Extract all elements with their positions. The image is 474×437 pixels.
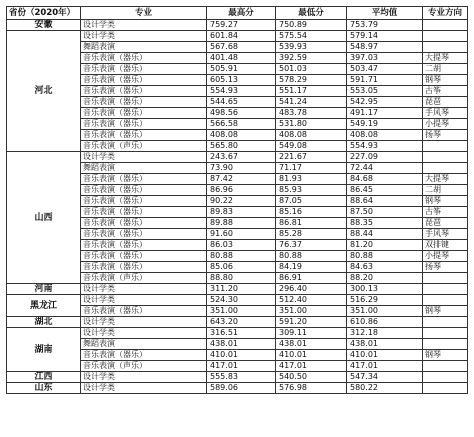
avg-score-cell: 417.01 [347, 361, 423, 372]
direction-cell [423, 328, 468, 339]
min-score-cell: 541.24 [276, 97, 347, 108]
major-cell: 音乐表演（器乐） [81, 64, 207, 75]
max-score-cell: 567.68 [207, 42, 276, 53]
table-row [7, 152, 468, 163]
direction-cell [423, 295, 468, 306]
major-cell: 设计学类 [81, 317, 207, 328]
max-score-cell: 555.83 [207, 372, 276, 383]
avg-score-cell: 753.79 [347, 20, 423, 31]
avg-score-cell: 408.08 [347, 130, 423, 141]
major-cell: 音乐表演（器乐） [81, 207, 207, 218]
avg-score-cell: 351.00 [347, 306, 423, 317]
province-cell: 黑龙江 [7, 295, 81, 317]
min-score-cell: 410.01 [276, 350, 347, 361]
avg-score-cell: 88.35 [347, 218, 423, 229]
avg-score-cell: 503.47 [347, 64, 423, 75]
min-score-cell: 392.59 [276, 53, 347, 64]
avg-score-cell: 591.71 [347, 75, 423, 86]
max-score-cell: 643.20 [207, 317, 276, 328]
max-score-cell: 243.67 [207, 152, 276, 163]
max-score-cell: 524.30 [207, 295, 276, 306]
major-cell: 音乐表演（器乐） [81, 229, 207, 240]
max-score-cell: 351.00 [207, 306, 276, 317]
avg-score-cell: 312.18 [347, 328, 423, 339]
avg-score-cell: 88.20 [347, 273, 423, 284]
direction-cell [423, 152, 468, 163]
major-cell: 音乐表演（器乐） [81, 130, 207, 141]
direction-cell: 扬琴 [423, 130, 468, 141]
direction-cell: 扬琴 [423, 262, 468, 273]
avg-score-cell: 542.95 [347, 97, 423, 108]
direction-cell: 钢琴 [423, 350, 468, 361]
max-score-cell: 86.03 [207, 240, 276, 251]
direction-cell [423, 284, 468, 295]
avg-score-cell: 491.17 [347, 108, 423, 119]
major-cell: 音乐表演（声乐） [81, 141, 207, 152]
max-score-cell: 88.80 [207, 273, 276, 284]
min-score-cell: 86.81 [276, 218, 347, 229]
avg-score-cell: 227.09 [347, 152, 423, 163]
max-score-cell: 605.13 [207, 75, 276, 86]
header-major: 专业 [81, 7, 207, 20]
max-score-cell: 565.80 [207, 141, 276, 152]
header-direction: 专业方向 [423, 7, 468, 20]
direction-cell [423, 42, 468, 53]
header-max: 最高分 [207, 7, 276, 20]
header-avg: 平均值 [347, 7, 423, 20]
province-cell: 河北 [7, 31, 81, 152]
max-score-cell: 759.27 [207, 20, 276, 31]
max-score-cell: 316.51 [207, 328, 276, 339]
major-cell: 音乐表演（器乐） [81, 262, 207, 273]
avg-score-cell: 549.19 [347, 119, 423, 130]
direction-cell: 大提琴 [423, 174, 468, 185]
major-cell: 设计学类 [81, 383, 207, 394]
table-row [7, 295, 468, 306]
province-cell: 湖北 [7, 317, 81, 328]
table-row [7, 31, 468, 42]
max-score-cell: 80.88 [207, 251, 276, 262]
min-score-cell: 309.11 [276, 328, 347, 339]
direction-cell: 小提琴 [423, 251, 468, 262]
avg-score-cell: 580.22 [347, 383, 423, 394]
direction-cell: 古筝 [423, 86, 468, 97]
table-row [7, 328, 468, 339]
avg-score-cell: 516.29 [347, 295, 423, 306]
score-table [6, 6, 468, 394]
min-score-cell: 501.03 [276, 64, 347, 75]
province-cell: 安徽 [7, 20, 81, 31]
direction-cell [423, 31, 468, 42]
min-score-cell: 81.93 [276, 174, 347, 185]
major-cell: 设计学类 [81, 295, 207, 306]
direction-cell: 二胡 [423, 185, 468, 196]
avg-score-cell: 87.50 [347, 207, 423, 218]
max-score-cell: 73.90 [207, 163, 276, 174]
max-score-cell: 410.01 [207, 350, 276, 361]
major-cell: 音乐表演（器乐） [81, 174, 207, 185]
max-score-cell: 589.06 [207, 383, 276, 394]
min-score-cell: 512.40 [276, 295, 347, 306]
avg-score-cell: 438.01 [347, 339, 423, 350]
province-cell: 湖南 [7, 328, 81, 372]
major-cell: 设计学类 [81, 31, 207, 42]
max-score-cell: 544.65 [207, 97, 276, 108]
min-score-cell: 85.28 [276, 229, 347, 240]
min-score-cell: 76.37 [276, 240, 347, 251]
max-score-cell: 498.56 [207, 108, 276, 119]
max-score-cell: 505.91 [207, 64, 276, 75]
min-score-cell: 221.67 [276, 152, 347, 163]
direction-cell [423, 383, 468, 394]
max-score-cell: 566.58 [207, 119, 276, 130]
max-score-cell: 86.96 [207, 185, 276, 196]
min-score-cell: 591.20 [276, 317, 347, 328]
avg-score-cell: 84.63 [347, 262, 423, 273]
major-cell: 音乐表演（器乐） [81, 185, 207, 196]
direction-cell [423, 372, 468, 383]
major-cell: 设计学类 [81, 328, 207, 339]
major-cell: 音乐表演（声乐） [81, 273, 207, 284]
major-cell: 音乐表演（器乐） [81, 53, 207, 64]
max-score-cell: 90.22 [207, 196, 276, 207]
min-score-cell: 578.29 [276, 75, 347, 86]
max-score-cell: 408.08 [207, 130, 276, 141]
direction-cell: 琵琶 [423, 97, 468, 108]
min-score-cell: 549.08 [276, 141, 347, 152]
major-cell: 设计学类 [81, 152, 207, 163]
major-cell: 音乐表演（器乐） [81, 196, 207, 207]
major-cell: 设计学类 [81, 284, 207, 295]
direction-cell: 双排键 [423, 240, 468, 251]
direction-cell: 钢琴 [423, 306, 468, 317]
table-row [7, 383, 468, 394]
max-score-cell: 91.60 [207, 229, 276, 240]
score-table-container [6, 6, 467, 394]
avg-score-cell: 80.88 [347, 251, 423, 262]
direction-cell: 钢琴 [423, 75, 468, 86]
major-cell: 音乐表演（器乐） [81, 119, 207, 130]
max-score-cell: 417.01 [207, 361, 276, 372]
avg-score-cell: 72.44 [347, 163, 423, 174]
avg-score-cell: 410.01 [347, 350, 423, 361]
max-score-cell: 85.06 [207, 262, 276, 273]
min-score-cell: 531.80 [276, 119, 347, 130]
avg-score-cell: 547.34 [347, 372, 423, 383]
header-min: 最低分 [276, 7, 347, 20]
avg-score-cell: 548.97 [347, 42, 423, 53]
direction-cell: 古筝 [423, 207, 468, 218]
min-score-cell: 483.78 [276, 108, 347, 119]
avg-score-cell: 554.93 [347, 141, 423, 152]
major-cell: 舞蹈表演 [81, 339, 207, 350]
max-score-cell: 554.93 [207, 86, 276, 97]
avg-score-cell: 300.13 [347, 284, 423, 295]
major-cell: 音乐表演（器乐） [81, 240, 207, 251]
min-score-cell: 71.17 [276, 163, 347, 174]
province-cell: 江西 [7, 372, 81, 383]
major-cell: 舞蹈表演 [81, 163, 207, 174]
major-cell: 音乐表演（器乐） [81, 97, 207, 108]
min-score-cell: 438.01 [276, 339, 347, 350]
direction-cell [423, 163, 468, 174]
direction-cell [423, 317, 468, 328]
min-score-cell: 87.05 [276, 196, 347, 207]
direction-cell: 钢琴 [423, 196, 468, 207]
min-score-cell: 80.88 [276, 251, 347, 262]
max-score-cell: 87.42 [207, 174, 276, 185]
min-score-cell: 750.89 [276, 20, 347, 31]
direction-cell: 手风琴 [423, 229, 468, 240]
min-score-cell: 539.93 [276, 42, 347, 53]
max-score-cell: 89.88 [207, 218, 276, 229]
max-score-cell: 401.48 [207, 53, 276, 64]
major-cell: 音乐表演（器乐） [81, 251, 207, 262]
avg-score-cell: 81.20 [347, 240, 423, 251]
province-cell: 山东 [7, 383, 81, 394]
min-score-cell: 408.08 [276, 130, 347, 141]
table-row [7, 317, 468, 328]
max-score-cell: 89.83 [207, 207, 276, 218]
direction-cell: 琵琶 [423, 218, 468, 229]
table-body [7, 20, 468, 394]
province-cell: 山西 [7, 152, 81, 284]
major-cell: 音乐表演（器乐） [81, 218, 207, 229]
direction-cell [423, 273, 468, 284]
major-cell: 音乐表演（器乐） [81, 86, 207, 97]
avg-score-cell: 88.64 [347, 196, 423, 207]
direction-cell [423, 361, 468, 372]
direction-cell [423, 141, 468, 152]
direction-cell [423, 339, 468, 350]
direction-cell: 二胡 [423, 64, 468, 75]
avg-score-cell: 397.03 [347, 53, 423, 64]
major-cell: 音乐表演（器乐） [81, 75, 207, 86]
major-cell: 舞蹈表演 [81, 42, 207, 53]
direction-cell: 小提琴 [423, 119, 468, 130]
min-score-cell: 540.50 [276, 372, 347, 383]
table-row [7, 284, 468, 295]
direction-cell: 手风琴 [423, 108, 468, 119]
min-score-cell: 417.01 [276, 361, 347, 372]
table-row [7, 20, 468, 31]
direction-cell: 大提琴 [423, 53, 468, 64]
min-score-cell: 351.00 [276, 306, 347, 317]
header-province: 省份（2020年） [7, 7, 81, 20]
min-score-cell: 84.19 [276, 262, 347, 273]
min-score-cell: 576.98 [276, 383, 347, 394]
major-cell: 音乐表演（器乐） [81, 306, 207, 317]
min-score-cell: 575.54 [276, 31, 347, 42]
min-score-cell: 551.17 [276, 86, 347, 97]
max-score-cell: 601.84 [207, 31, 276, 42]
major-cell: 设计学类 [81, 20, 207, 31]
avg-score-cell: 553.05 [347, 86, 423, 97]
min-score-cell: 85.93 [276, 185, 347, 196]
min-score-cell: 296.40 [276, 284, 347, 295]
major-cell: 设计学类 [81, 372, 207, 383]
min-score-cell: 85.16 [276, 207, 347, 218]
max-score-cell: 438.01 [207, 339, 276, 350]
avg-score-cell: 88.44 [347, 229, 423, 240]
max-score-cell: 311.20 [207, 284, 276, 295]
province-cell: 河南 [7, 284, 81, 295]
header-row [7, 7, 468, 20]
direction-cell [423, 20, 468, 31]
major-cell: 音乐表演（器乐） [81, 350, 207, 361]
major-cell: 音乐表演（器乐） [81, 108, 207, 119]
major-cell: 音乐表演（声乐） [81, 361, 207, 372]
min-score-cell: 86.91 [276, 273, 347, 284]
avg-score-cell: 86.45 [347, 185, 423, 196]
table-row [7, 372, 468, 383]
avg-score-cell: 610.86 [347, 317, 423, 328]
avg-score-cell: 84.68 [347, 174, 423, 185]
avg-score-cell: 579.14 [347, 31, 423, 42]
